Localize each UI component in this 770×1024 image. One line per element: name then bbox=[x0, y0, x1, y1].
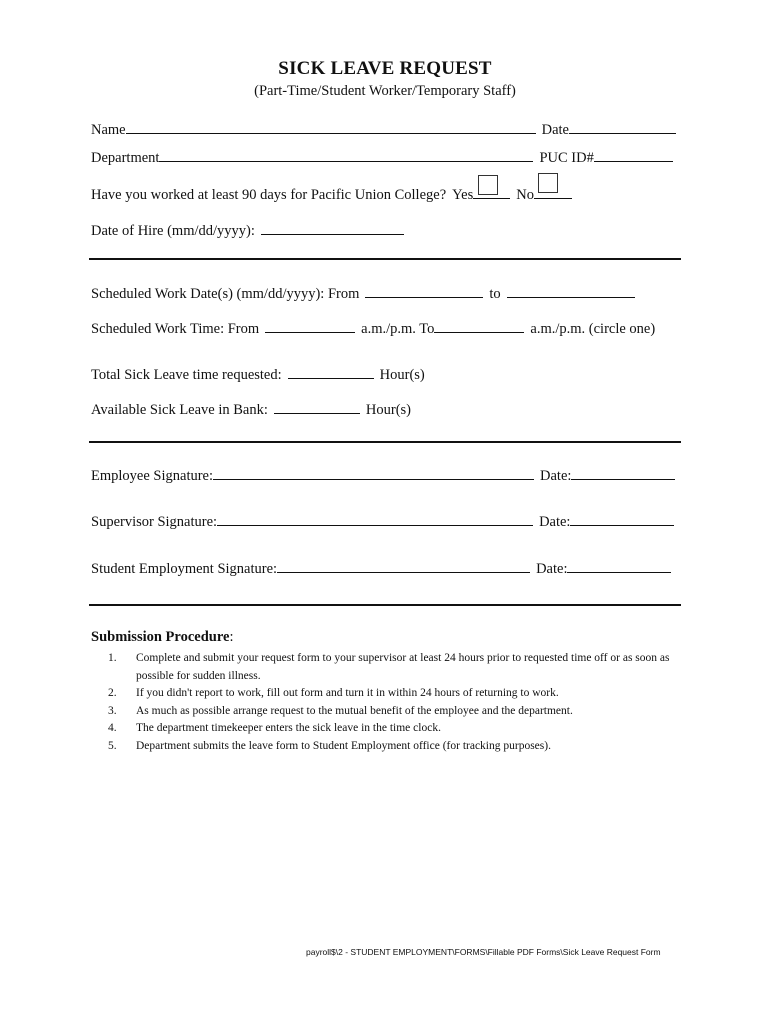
student-employment-signature-label: Student Employment Signature: bbox=[91, 561, 278, 577]
work-dates-from-field[interactable] bbox=[365, 283, 483, 298]
yes-checkbox[interactable] bbox=[478, 175, 498, 195]
footer-file-path: payroll$\2 - STUDENT EMPLOYMENT\FORMS\Fillable PDF Forms\Sick Leave Request Form bbox=[306, 947, 661, 957]
employee-date-field[interactable] bbox=[571, 465, 675, 480]
work-time-label: Scheduled Work Time: From bbox=[91, 321, 260, 337]
list-item bbox=[108, 720, 683, 738]
no-field bbox=[534, 184, 572, 199]
employee-signature-field[interactable] bbox=[213, 465, 534, 480]
date-field[interactable] bbox=[569, 119, 676, 134]
supervisor-signature-label: Supervisor Signature: bbox=[91, 514, 218, 530]
employee-signature-label: Employee Signature: bbox=[91, 468, 214, 484]
student-employment-signature-row bbox=[91, 558, 671, 578]
puc-id-label: PUC ID# bbox=[539, 150, 594, 166]
supervisor-signature-field[interactable] bbox=[217, 511, 533, 526]
supervisor-date-field[interactable] bbox=[570, 511, 674, 526]
section-divider-1 bbox=[89, 258, 681, 260]
list-item-text: Department submits the leave form to Student Employment office (for tracking purposes). bbox=[136, 739, 551, 752]
list-item bbox=[108, 738, 683, 756]
puc-id-field[interactable] bbox=[594, 147, 673, 162]
work-time-to-field[interactable] bbox=[434, 318, 524, 333]
section-divider-3 bbox=[89, 604, 681, 606]
hire-date-row bbox=[91, 220, 404, 240]
form-title: SICK LEAVE REQUEST bbox=[278, 58, 492, 79]
total-sick-field[interactable] bbox=[288, 364, 374, 379]
submission-procedure-title: Submission Procedure bbox=[91, 629, 230, 645]
supervisor-date-label: Date: bbox=[539, 514, 571, 530]
no-checkbox[interactable] bbox=[538, 173, 558, 193]
name-row bbox=[91, 119, 676, 139]
list-item-text: The department timekeeper enters the sick leave in the time clock. bbox=[136, 722, 441, 734]
yes-label: Yes bbox=[452, 187, 474, 203]
list-item bbox=[108, 650, 683, 685]
name-label: Name bbox=[91, 122, 126, 138]
available-sick-field[interactable] bbox=[274, 399, 360, 414]
ampm-circle-label: a.m./p.m. (circle one) bbox=[530, 321, 656, 337]
supervisor-signature-row bbox=[91, 511, 674, 531]
work-dates-to-field[interactable] bbox=[507, 283, 635, 298]
name-field[interactable] bbox=[126, 119, 536, 134]
department-row bbox=[91, 147, 673, 167]
yes-field bbox=[473, 184, 510, 199]
department-field[interactable] bbox=[159, 147, 533, 162]
work-dates-to-label: to bbox=[489, 286, 501, 302]
list-item-number: 4. bbox=[108, 722, 117, 734]
employee-date-label: Date: bbox=[540, 468, 572, 484]
available-sick-hours-label: Hour(s) bbox=[365, 402, 412, 418]
list-item bbox=[108, 685, 683, 703]
work-time-row bbox=[91, 318, 655, 338]
available-sick-row bbox=[91, 399, 411, 419]
ampm-to-label: a.m./p.m. To bbox=[361, 321, 435, 337]
ninety-days-row bbox=[91, 184, 572, 204]
work-dates-label: Scheduled Work Date(s) (mm/dd/yyyy): From bbox=[91, 286, 360, 302]
ninety-days-question: Have you worked at least 90 days for Pacific Union College? bbox=[91, 187, 447, 203]
form-subtitle: (Part-Time/Student Worker/Temporary Staff) bbox=[254, 83, 516, 99]
list-item-text: As much as possible arrange request to the mutual benefit of the employee and the department. bbox=[136, 704, 573, 717]
student-employment-date-field[interactable] bbox=[567, 558, 671, 573]
list-item-number: 1. bbox=[108, 652, 117, 664]
total-sick-row bbox=[91, 364, 425, 384]
available-sick-label: Available Sick Leave in Bank: bbox=[91, 402, 268, 418]
hire-date-field[interactable] bbox=[261, 220, 404, 235]
submission-procedure-heading bbox=[91, 629, 233, 646]
work-dates-row bbox=[91, 283, 635, 303]
list-item-number: 3. bbox=[108, 704, 117, 717]
employee-signature-row bbox=[91, 465, 675, 485]
date-label: Date bbox=[541, 122, 569, 138]
list-item bbox=[108, 703, 683, 721]
hire-date-label: Date of Hire (mm/dd/yyyy): bbox=[91, 223, 255, 239]
no-label: No bbox=[516, 187, 534, 203]
section-divider-2 bbox=[89, 441, 681, 443]
work-time-from-field[interactable] bbox=[265, 318, 355, 333]
total-sick-label: Total Sick Leave time requested: bbox=[91, 367, 282, 383]
list-item-number: 2. bbox=[108, 687, 117, 699]
list-item-text: If you didn't report to work, fill out form and turn it in within 24 hours of returning to work. bbox=[136, 687, 559, 699]
department-label: Department bbox=[91, 150, 160, 166]
submission-procedure-colon: : bbox=[229, 629, 234, 645]
list-item-text: Complete and submit your request form to your supervisor at least 24 hours prior to requested time off or as soon as possible for sudden illness. bbox=[136, 652, 670, 682]
total-sick-hours-label: Hour(s) bbox=[379, 367, 425, 383]
submission-procedure-list bbox=[108, 650, 683, 755]
student-employment-date-label: Date: bbox=[536, 561, 568, 577]
list-item-number: 5. bbox=[108, 739, 117, 752]
student-employment-signature-field[interactable] bbox=[277, 558, 530, 573]
